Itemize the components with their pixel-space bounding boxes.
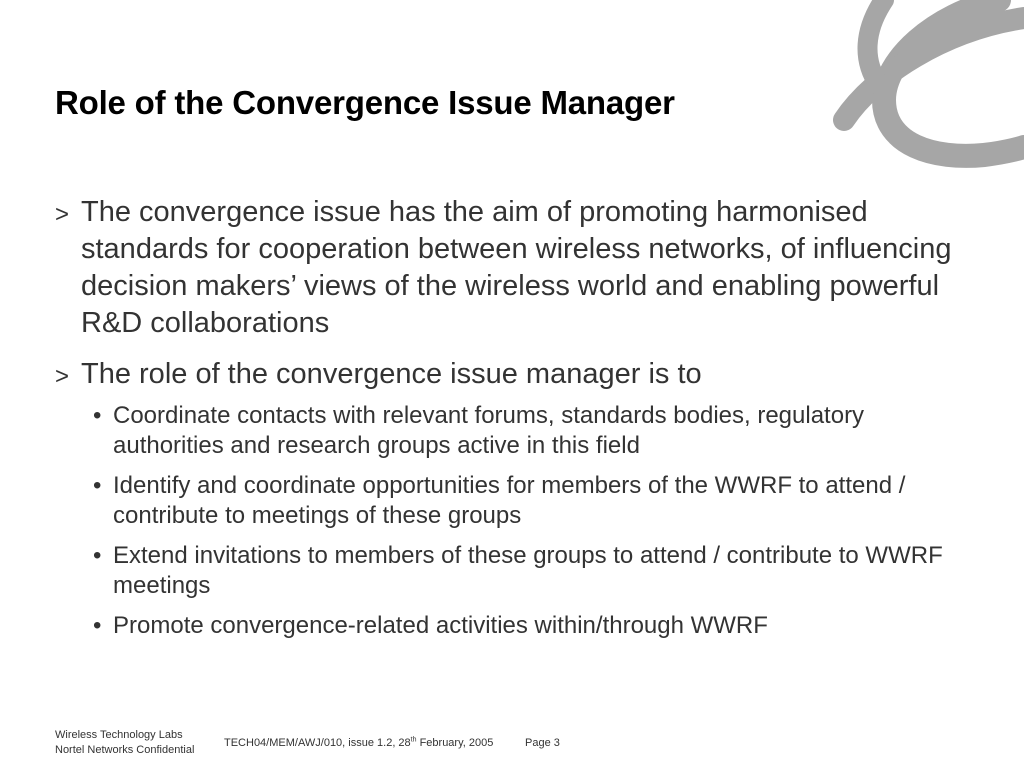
footer-org-line2: Nortel Networks Confidential (55, 744, 195, 756)
bullet-text: The convergence issue has the aim of promoting harmonised standards for cooperation between wireless networks, of influencing decision makers’ views of the wireless world and enabling powerful R&D collaborations (81, 196, 952, 339)
sub-bullet-coordinate-contacts (93, 401, 975, 461)
bullet-text: The role of the convergence issue manager is to (81, 358, 702, 390)
sub-bullet-text: Coordinate contacts with relevant forums, standards bodies, regulatory authorities and research groups active in this field (113, 402, 865, 459)
sub-bullet-marker: • (93, 402, 102, 429)
sub-bullet-text: Promote convergence-related activities within/through WWRF (113, 612, 768, 639)
slide-title: Role of the Convergence Issue Manager (55, 84, 675, 121)
nortel-globe-icon (824, 0, 1024, 175)
sub-bullet-list (55, 401, 975, 641)
sub-bullet-text: Identify and coordinate opportunities for members of the WWRF to attend / contribute to meetings of these groups (113, 472, 906, 529)
bullet-marker: > (55, 201, 70, 228)
sub-bullet-marker: • (93, 472, 102, 499)
footer-doc-ref-prefix: TECH04/MEM/AWJ/010, issue 1.2, 28 (224, 737, 411, 749)
bullet-marker: > (55, 363, 70, 390)
footer-page-number: Page 3 (525, 737, 560, 749)
slide-body (55, 194, 975, 651)
footer-organization (55, 728, 194, 758)
footer-doc-reference (224, 737, 493, 749)
sub-bullet-marker: • (93, 612, 102, 639)
sub-bullet-text: Extend invitations to members of these groups to attend / contribute to WWRF meetings (113, 542, 943, 599)
bullet-aim (55, 194, 975, 342)
sub-bullet-extend-invitations (93, 541, 975, 601)
sub-bullet-identify-opportunities (93, 471, 975, 531)
footer-org-line1: Wireless Technology Labs (55, 729, 183, 741)
sub-bullet-marker: • (93, 542, 102, 569)
bullet-role (55, 356, 975, 395)
footer-doc-ref-suffix: February, 2005 (416, 737, 494, 749)
footer-doc-ref-sup: th (410, 736, 417, 744)
sub-bullet-promote-activities (93, 611, 975, 641)
